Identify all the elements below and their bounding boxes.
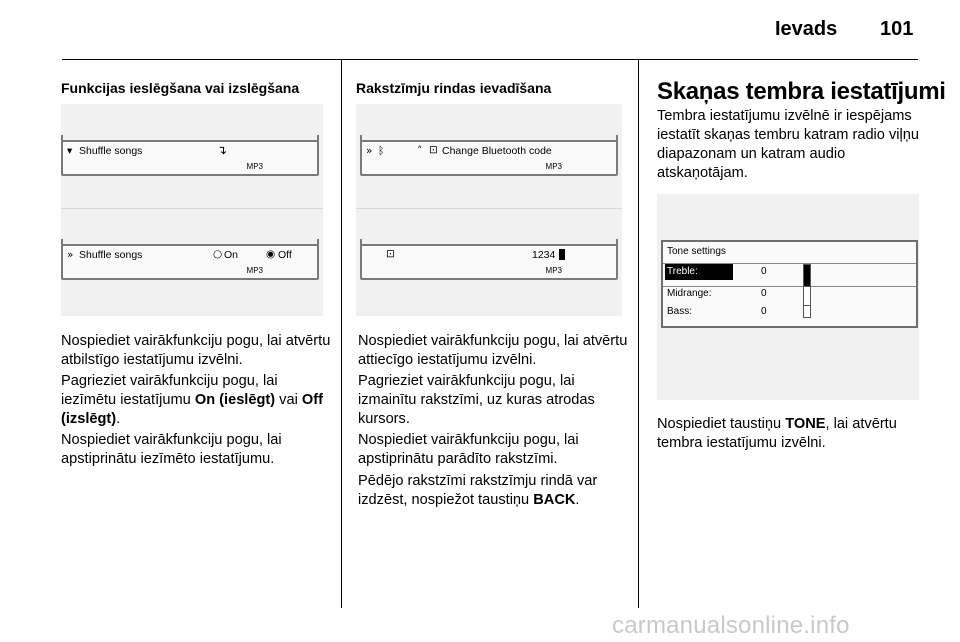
col3-intro: Tembra iestatījumu izvēlnē ir iespējams iestatīt skaņas tembru katram radio viļņu diapazonam un katram audio atskaņotājam. [657,108,919,181]
shuffle-figure [61,104,323,316]
radio-unselected-icon: ○ [213,248,223,260]
column-divider-1 [341,60,342,608]
watermark: carmanualsonline.info [612,612,850,639]
col1-para-3: Nospiediet vairākfunkciju pogu, lai apstiprinātu iezīmēto iestatījumu. [61,432,282,467]
bluetooth-code-figure [356,104,622,316]
bass-level-bar [803,305,811,318]
bluetooth-icon: ᛒ [378,145,385,157]
cursor-block [559,249,565,260]
lock-icon: ⊡ [386,248,395,260]
display-shuffle-bottom [61,244,319,280]
source-label: MP3 [545,162,562,171]
column-divider-2 [638,60,639,608]
tone-row-midrange: Midrange: 0 [667,288,767,299]
source-label: MP3 [246,162,263,171]
change-code-label: Change Bluetooth code [442,145,552,157]
shuffle-label: Shuffle songs [79,145,143,157]
col1-para-2: Pagrieziet vairākfunkciju pogu, lai iezīmētu iestatījumu On (ieslēgt) vai Off (izslēgt). [61,373,323,427]
display-change-code [360,140,618,176]
col1-para-1: Nospiediet vairākfunkciju pogu, lai atvērtu atbilstīgo iestatījumu izvēlni. [61,333,331,368]
down-arrow-icon: ▾ [67,145,73,157]
option-on-label: On [224,249,239,261]
tone-title: Tone settings [667,246,726,257]
code-value: 1234 [532,249,556,261]
source-label: MP3 [246,266,263,275]
col2-para-3: Nospiediet vairākfunkciju pogu, lai apstiprinātu parādīto rakstzīmi. [358,432,579,467]
source-label: MP3 [545,266,562,275]
treble-value: 0 [761,266,767,277]
section-title: Ievads [775,18,838,40]
tone-settings-display [661,240,918,328]
display-shuffle-top [61,140,319,176]
tone-row-bass: Bass: 0 [667,306,767,317]
option-off-label: Off [278,249,292,261]
page-number: 101 [880,18,914,40]
double-chevron-icon: » [366,145,373,157]
lock-icon: ⊡ [429,144,438,156]
turn-arrow-icon: ↴ [217,143,228,157]
col3-para-1: Nospiediet taustiņu TONE, lai atvērtu tembra iestatījumu izvēlni. [657,416,897,451]
double-chevron-icon: » [67,249,74,261]
shuffle-label: Shuffle songs [79,249,143,261]
col2-para-4: Pēdējo rakstzīmi rakstzīmju rindā var izdzēst, nospiežot taustiņu BACK. [358,473,598,508]
up-caret-icon: ˄ [417,145,423,157]
tone-row-treble: Treble: [665,264,733,280]
col2-heading: Rakstzīmju rindas ievadīšana [356,80,552,96]
header-rule [62,59,918,60]
radio-selected-icon: ◉ [266,248,276,260]
col2-para-2: Pagrieziet vairākfunkciju pogu, lai izmainītu rakstzīmi, uz kuras atrodas kursors. [358,373,595,427]
col1-heading: Funkcijas ieslēgšana vai izslēgšana [61,80,300,96]
col3-heading: Skaņas tembra iestatījumi [657,78,946,105]
col2-para-1: Nospiediet vairākfunkciju pogu, lai atvērtu attiecīgo iestatījumu izvēlni. [358,333,628,368]
display-code-entry [360,244,618,280]
treble-level-bar [803,264,811,288]
